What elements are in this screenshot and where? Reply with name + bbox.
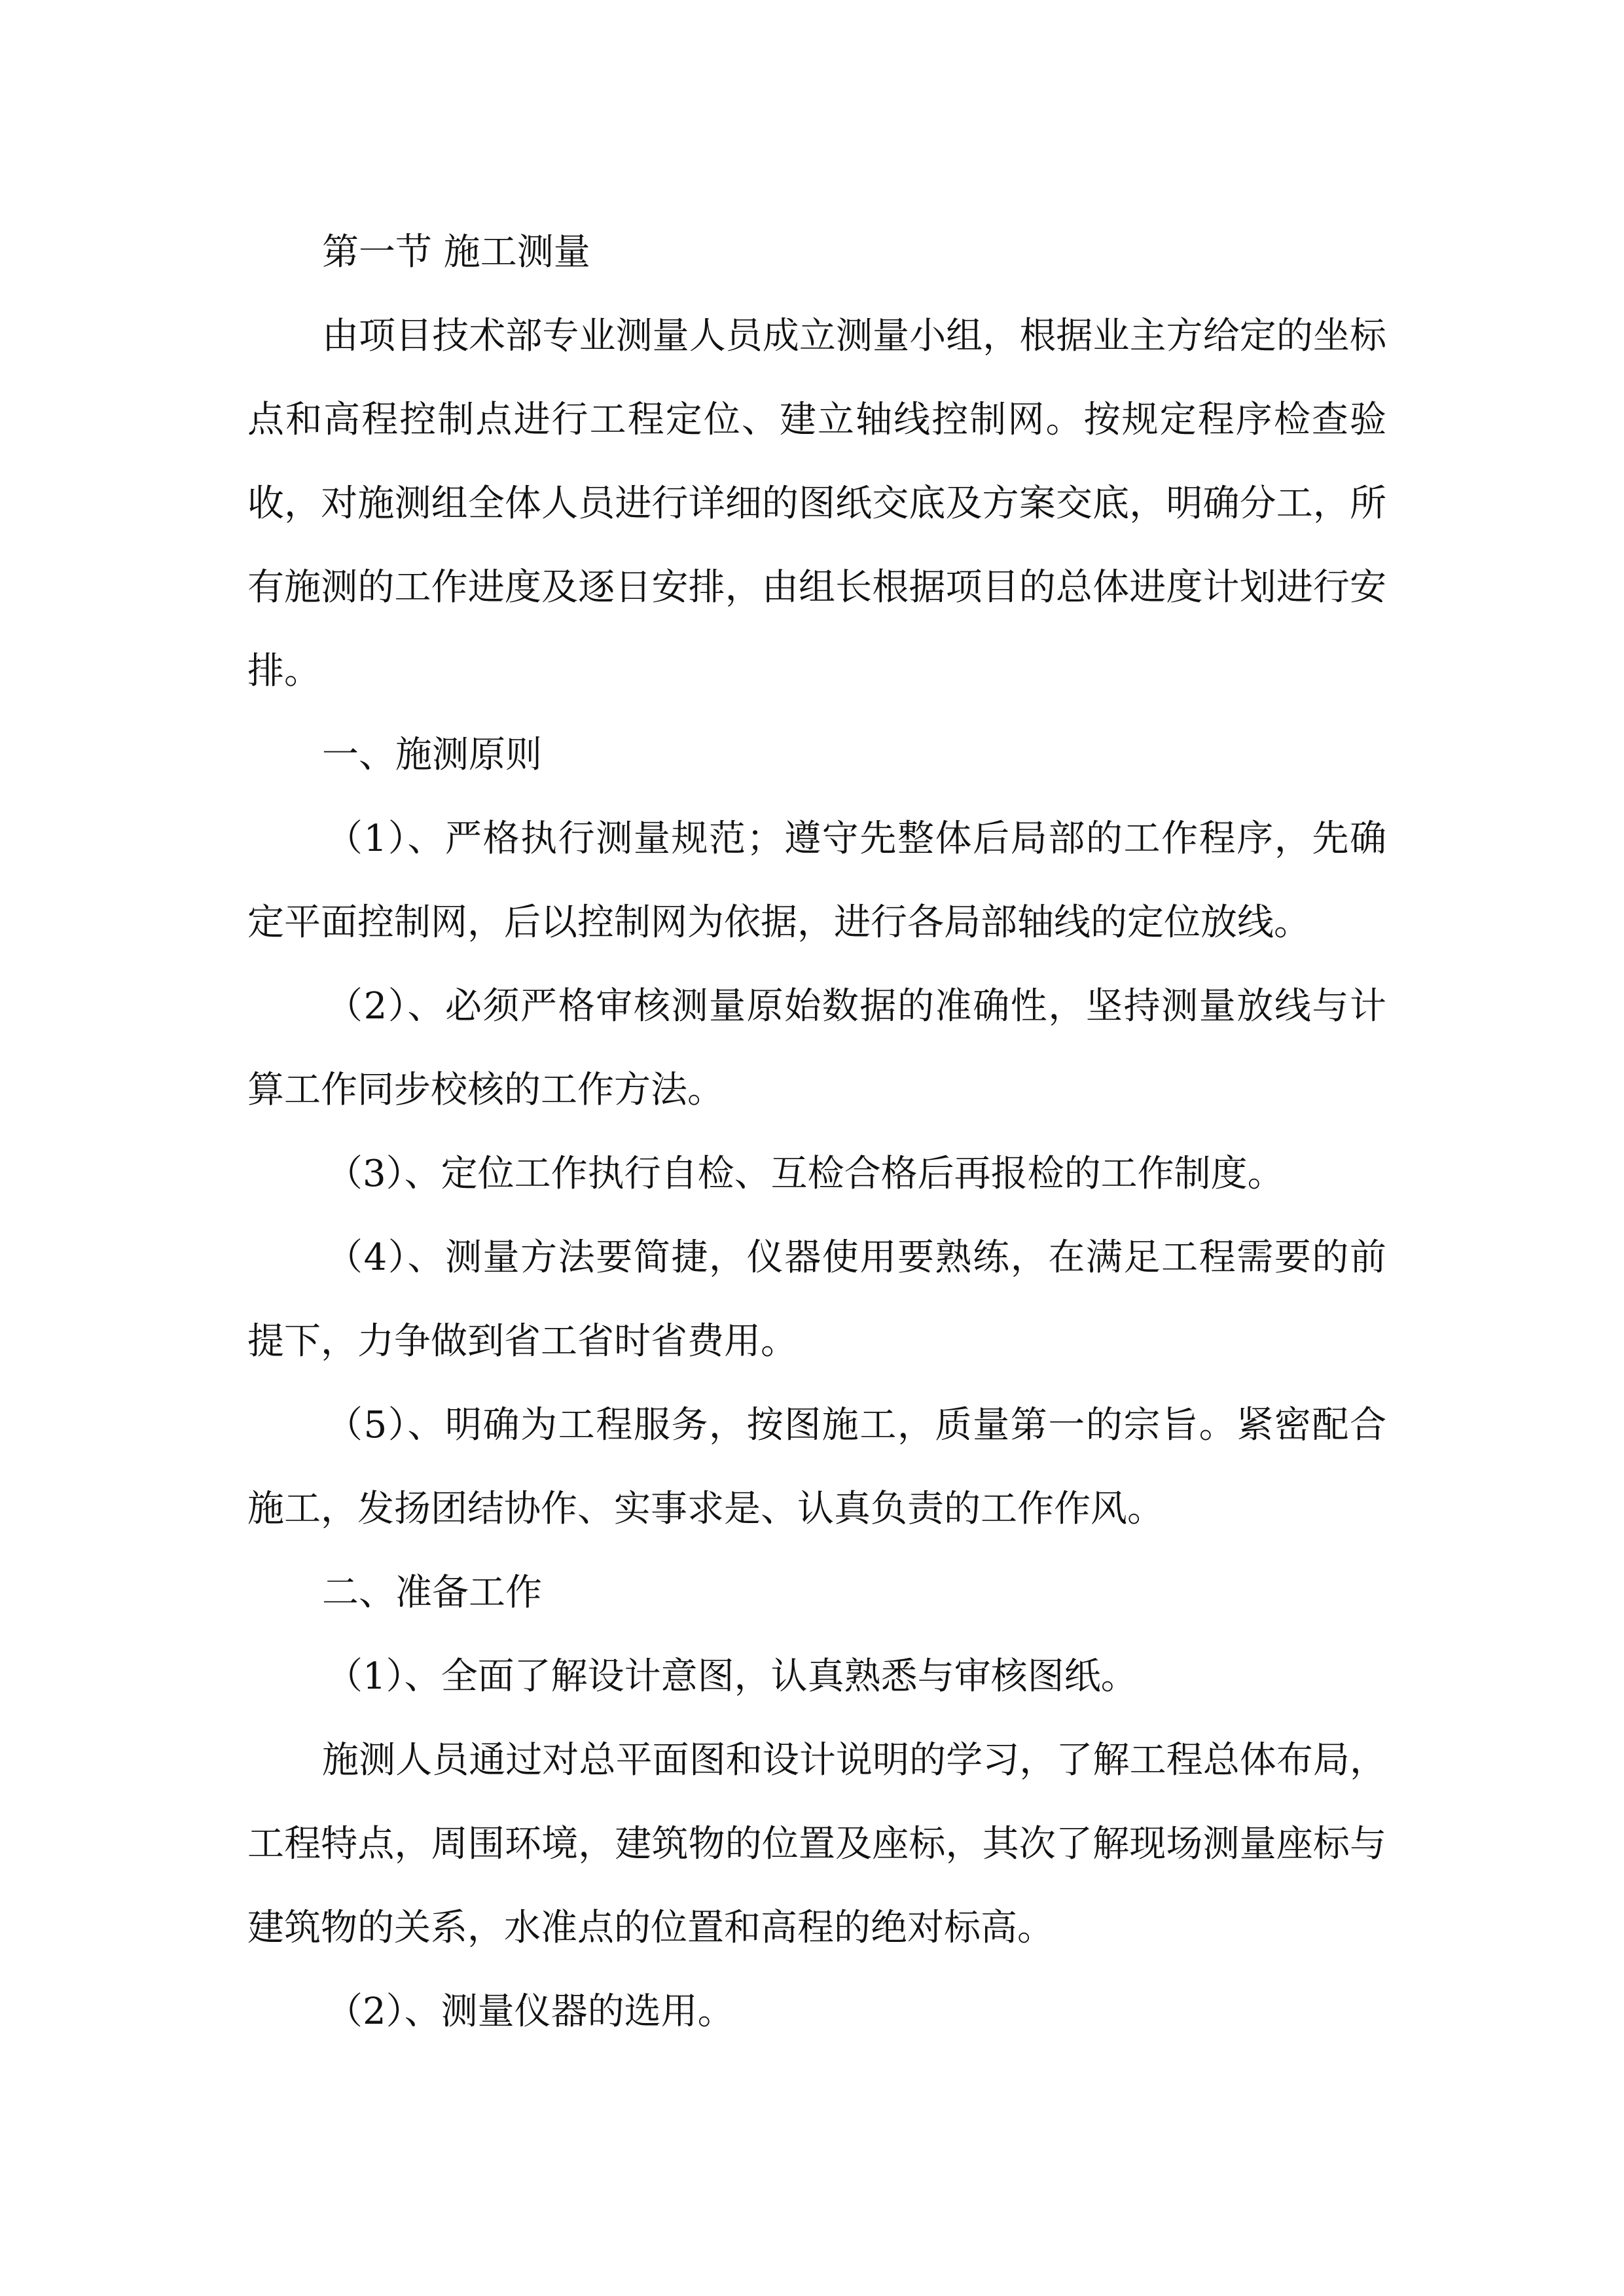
principle-item-5: （5）、明确为工程服务，按图施工，质量第一的宗旨。紧密配合施工，发扬团结协作、实事求是、认真负责的工作作风。	[247, 1404, 1386, 1530]
principle-item-3: （3）、定位工作执行自检、互检合格后再报检的工作制度。	[326, 1153, 1284, 1195]
intro-paragraph: 由项目技术部专业测量人员成立测量小组，根据业主方给定的坐标点和高程控制点进行工程定位、建立轴线控制网。按规定程序检查验收，对施测组全体人员进行详细的图纸交底及方案交底，明确分工，所有施测的工作进度及逐日安排，由组长根据项目的总体进度计划进行安排。	[247, 315, 1386, 692]
document-body	[247, 211, 1386, 2054]
preparation-item-2: （2）、测量仪器的选用。	[326, 1990, 734, 2033]
subheading-principles: 一、施测原则	[322, 734, 542, 776]
subheading-preparation: 二、准备工作	[322, 1571, 542, 1614]
principle-item-2: （2）、必须严格审核测量原始数据的准确性，坚持测量放线与计算工作同步校核的工作方法。	[247, 985, 1386, 1111]
principle-item-4: （4）、测量方法要简捷，仪器使用要熟练，在满足工程需要的前提下，力争做到省工省时省费用。	[247, 1236, 1386, 1363]
preparation-paragraph: 施测人员通过对总平面图和设计说明的学习，了解工程总体布局，工程特点，周围环境，建筑物的位置及座标，其次了解现场测量座标与建筑物的关系，水准点的位置和高程的绝对标高。	[247, 1739, 1386, 1949]
preparation-item-1: （1）、全面了解设计意图，认真熟悉与审核图纸。	[326, 1655, 1138, 1698]
section-heading: 第一节 施工测量	[322, 231, 590, 274]
principle-item-1: （1）、严格执行测量规范；遵守先整体后局部的工作程序，先确定平面控制网，后以控制网为依据，进行各局部轴线的定位放线。	[247, 817, 1386, 944]
